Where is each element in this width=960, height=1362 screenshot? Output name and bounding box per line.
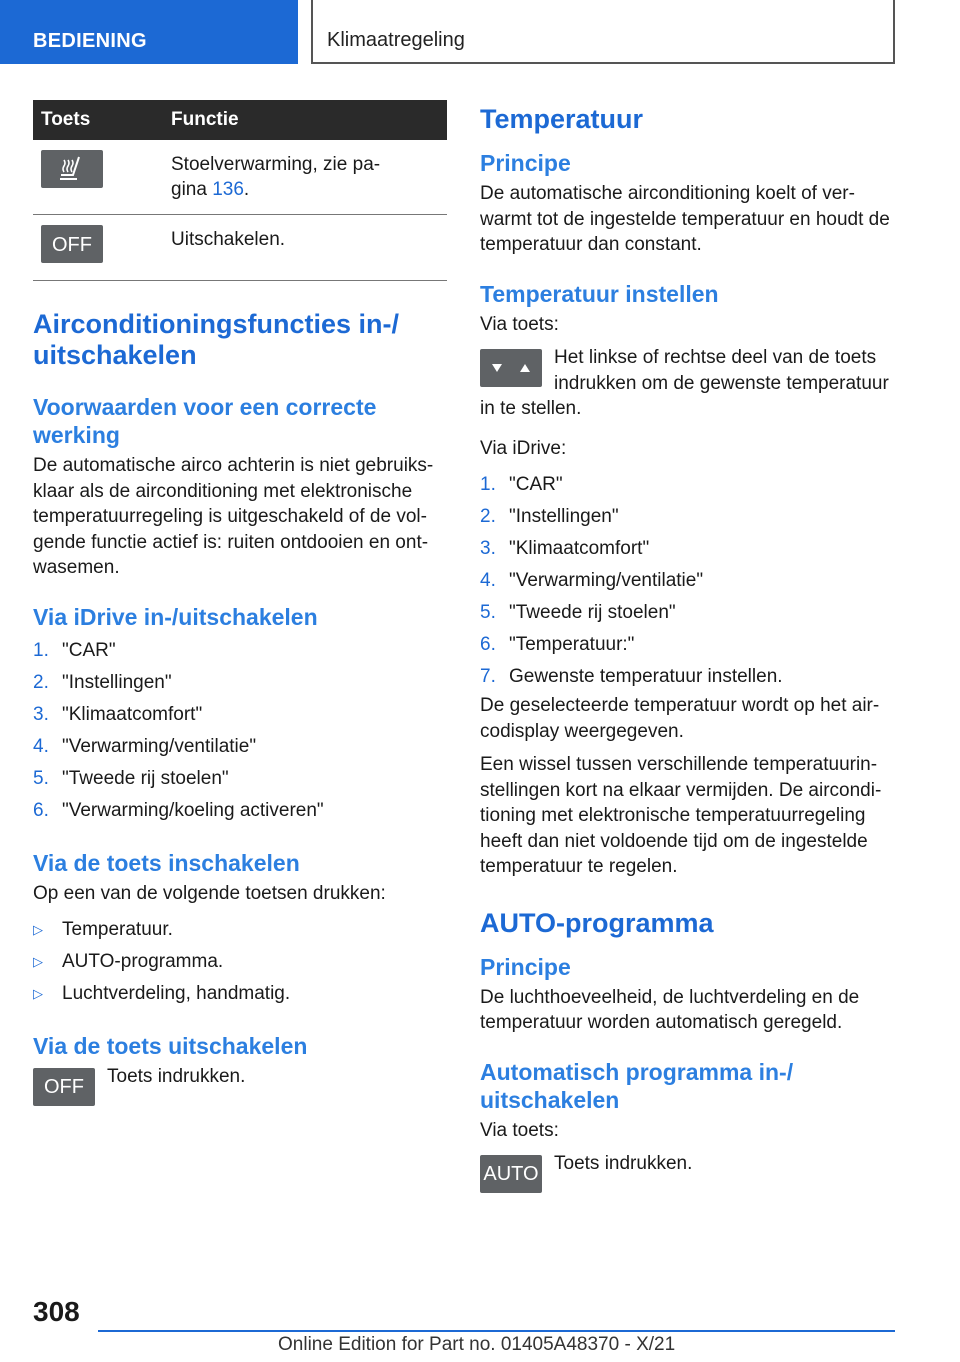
triangle-bullet-icon: ▷: [33, 922, 43, 937]
key-cell: [33, 140, 171, 215]
heading-conditions: Voorwaarden voor een correcte werking: [33, 394, 377, 448]
display-text: De geselecteerde temperatuur wordt op het aircodisplay weergegeven.: [480, 695, 880, 742]
column-header-function: Functie: [171, 100, 447, 140]
list-item: 6. "Temperatuur:": [480, 634, 635, 655]
list-item: 4. "Verwarming/ventilatie": [480, 570, 704, 591]
triangle-bullet-icon: ▷: [33, 954, 43, 969]
off-key-icon: OFF: [33, 1068, 95, 1106]
temperature-key-text: Het linkse of rechtse deel van de toets indrukken om de gewenste temperatuur in te stellen.: [480, 347, 889, 419]
list-item: 2. "Instellingen": [33, 671, 172, 693]
heading-principle-auto: Principe: [480, 953, 571, 980]
via-key-label-auto: Via toets:: [480, 1119, 559, 1141]
section-title: BEDIENING: [33, 30, 147, 52]
via-key-label: Via toets:: [480, 313, 559, 335]
table-header-row: [33, 100, 447, 140]
section-tab: [0, 0, 298, 64]
via-idrive-label: Via iDrive:: [480, 437, 567, 459]
function-cell: Stoelverwarming, zie pa- gina 136.: [171, 140, 447, 215]
chapter-tab: [311, 0, 895, 64]
list-item: 7. Gewenste temperatuur instellen.: [480, 666, 783, 687]
key-on-bullets: [33, 914, 447, 1010]
auto-key-row: [480, 1151, 900, 1191]
function-cell: Uitschakelen.: [171, 215, 447, 281]
idrive-steps-list: [33, 635, 447, 827]
key-off-text: Toets indrukken.: [107, 1066, 246, 1087]
heading-set-temperature: Temperatuur instellen: [480, 280, 719, 307]
temperature-key-row: [480, 345, 900, 422]
key-cell: [33, 215, 171, 281]
table-row: [33, 140, 447, 215]
page-number: 308: [33, 1296, 80, 1327]
column-header-key: Toets: [33, 100, 171, 140]
heading-key-off: Via de toets uitschakelen: [33, 1033, 308, 1059]
edition-text: Online Edition for Part no. 01405A48370 - X/21: [278, 1334, 676, 1355]
heading-principle: Principe: [480, 150, 571, 176]
principle-text: De automatische airconditioning koelt of verwarmt tot de ingestelde temperatuur en houdt de temperatuur dan constant.: [480, 183, 890, 255]
table-row: [33, 215, 447, 281]
list-item: 1. "CAR": [33, 639, 116, 661]
list-item: ▷ Temperatuur.: [33, 914, 447, 946]
heading-auto-onoff: Automatisch programma in-/ uitschakelen: [480, 1058, 794, 1113]
off-key-icon: OFF: [41, 225, 103, 263]
conditions-text: De automatische airco achterin is niet gebruiksklaar als de airconditioning met elektronische temperatuurregeling is uitgeschakeld of de volgende functie actief is: ruiten ontdooien en ontwasemen.: [33, 455, 434, 578]
list-item: ▷ AUTO-programma.: [33, 946, 447, 978]
key-on-text: Op een van de volgende toetsen drukken:: [33, 882, 386, 904]
page-link[interactable]: 136: [212, 179, 244, 200]
list-item: 1. "CAR": [480, 474, 563, 495]
right-column: [480, 100, 900, 1199]
auto-key-icon: AUTO: [480, 1155, 542, 1193]
list-item: 4. "Verwarming/ventilatie": [33, 735, 257, 757]
triangle-bullet-icon: ▷: [33, 986, 43, 1001]
auto-principle-text: De luchthoeveelheid, de luchtverdeling en de temperatuur worden automatisch geregeld.: [480, 986, 860, 1033]
heading-key-on: Via de toets inschakelen: [33, 849, 300, 876]
key-off-row: [33, 1064, 447, 1104]
left-column: [33, 100, 447, 1112]
heading-aircon-functions: Airconditioningsfuncties in-/ uitschakelen: [33, 309, 399, 370]
list-item: 5. "Tweede rij stoelen": [480, 602, 676, 623]
temperature-idrive-steps: [480, 469, 900, 693]
list-item: 6. "Verwarming/koeling activeren": [33, 799, 324, 821]
temperature-rocker-icon: [480, 349, 542, 387]
key-function-table: [33, 100, 447, 281]
heading-temperature: Temperatuur: [480, 104, 644, 134]
list-item: ▷ Luchtverdeling, handmatig.: [33, 978, 447, 1010]
change-warning-text: Een wissel tussen verschillende temperatuurinstellingen kort na elkaar vermijden. De airconditioning met elektronische temperatuurregeling heeft dan niet voldoende tijd om de ingestelde temperatuur te regelen.: [480, 754, 882, 877]
heading-auto-program: AUTO-programma: [480, 907, 714, 938]
heading-idrive-onoff: Via iDrive in-/uitschakelen: [33, 603, 318, 630]
list-item: 2. "Instellingen": [480, 506, 619, 527]
list-item: 3. "Klimaatcomfort": [33, 703, 203, 725]
seat-heating-icon: [41, 150, 103, 188]
footer-divider: [98, 1330, 895, 1332]
list-item: 3. "Klimaatcomfort": [480, 538, 650, 559]
chapter-title: Klimaatregeling: [327, 29, 465, 51]
auto-key-text: Toets indrukken.: [554, 1153, 693, 1174]
list-item: 5. "Tweede rij stoelen": [33, 767, 229, 789]
